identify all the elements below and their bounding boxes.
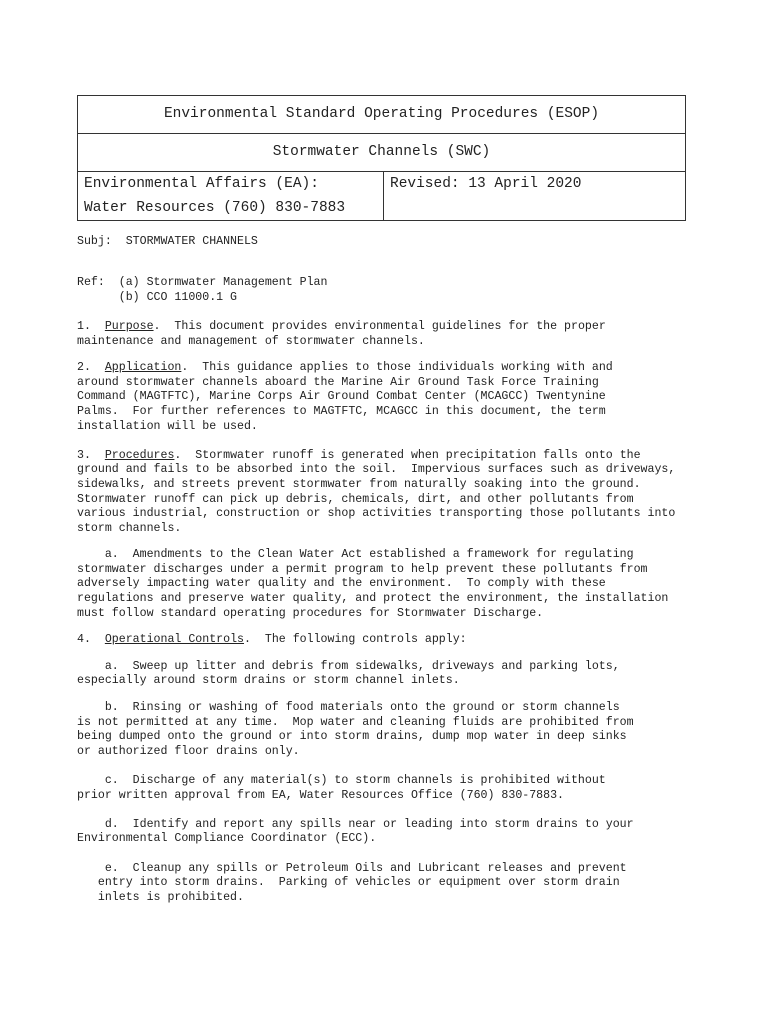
paragraph-text: installation will be used. xyxy=(77,419,258,433)
paragraph-text: maintenance and management of stormwater channels. xyxy=(77,334,425,348)
paragraph-text: Stormwater runoff can pick up debris, chemicals, dirt, and other pollutants from xyxy=(77,492,634,506)
paragraph-text: is not permitted at any time. Mop water and cleaning fluids are prohibited from xyxy=(77,715,634,729)
section-heading: Operational Controls xyxy=(104,633,244,647)
section-purpose xyxy=(77,320,697,349)
section-procedures xyxy=(77,449,697,622)
paragraph-text: Command (MAGTFTC), Marine Corps Air Ground Combat Center (MCAGCC) Twentynine xyxy=(77,390,606,404)
subparagraph-a xyxy=(77,660,697,689)
subparagraph-b xyxy=(77,701,697,759)
section-number: 1. xyxy=(77,319,105,333)
paragraph-text: regulations and preserve water quality, and protect the environment, the installation xyxy=(77,592,669,606)
paragraph-text: ground and fails to be absorbed into the soil. Impervious surfaces such as driveways, xyxy=(77,463,676,477)
office-cell xyxy=(78,172,384,221)
subject-line: Subj: STORMWATER CHANNELS xyxy=(77,235,258,248)
paragraph-text: Palms. For further references to MAGTFTC, MCAGCC in this document, the term xyxy=(77,404,606,418)
revised-date: Revised: 13 April 2020 xyxy=(390,176,582,192)
paragraph-text: c. Discharge of any material(s) to storm channels is prohibited without xyxy=(77,774,606,787)
paragraph-text: stormwater discharges under a permit program to help prevent these pollutants from xyxy=(77,562,648,576)
paragraph-text: Environmental Compliance Coordinator (ECC). xyxy=(77,832,377,846)
reference-a: Ref: (a) Stormwater Management Plan xyxy=(77,276,328,290)
paragraph-text: inlets is prohibited. xyxy=(77,890,244,904)
paragraph-text: being dumped onto the ground or into storm drains, dump mop water in deep sinks xyxy=(77,730,627,744)
document-body xyxy=(77,235,697,905)
office-line-2: Water Resources (760) 830-7883 xyxy=(84,200,346,216)
subparagraph-d xyxy=(77,818,697,847)
section-number: 3. xyxy=(77,448,105,462)
paragraph-text: around stormwater channels aboard the Marine Air Ground Task Force Training xyxy=(77,375,599,389)
paragraph-text: . This document provides environmental guidelines for the proper xyxy=(153,319,606,333)
document-subtitle: Stormwater Channels (SWC) xyxy=(78,134,685,172)
paragraph-text: or authorized floor drains only. xyxy=(77,744,300,758)
paragraph-text: . The following controls apply: xyxy=(244,633,467,647)
section-heading: Procedures xyxy=(104,448,175,462)
paragraph-text: a. Amendments to the Clean Water Act established a framework for regulating xyxy=(77,548,634,562)
section-number: 4. xyxy=(77,633,105,647)
document-title: Environmental Standard Operating Procedures (ESOP) xyxy=(78,96,685,134)
paragraph-text: d. Identify and report any spills near or leading into storm drains to your xyxy=(77,817,634,831)
paragraph-text: . Stormwater runoff is generated when precipitation falls onto the xyxy=(174,448,641,462)
header-table xyxy=(77,95,686,221)
paragraph-text: various industrial, construction or shop activities transporting those pollutants into xyxy=(77,507,676,521)
subparagraph-a xyxy=(77,548,697,621)
paragraph-text: b. Rinsing or washing of food materials onto the ground or storm channels xyxy=(77,701,620,715)
paragraph-text: prior written approval from EA, Water Resources Office (760) 830-7883. xyxy=(77,788,565,802)
section-operational-controls xyxy=(77,633,697,905)
subparagraph-e xyxy=(77,862,697,906)
paragraph-text: adversely impacting water quality and the environment. To comply with these xyxy=(77,577,606,591)
section-heading: Purpose xyxy=(104,319,154,333)
paragraph-text: e. Cleanup any spills or Petroleum Oils and Lubricant releases and prevent xyxy=(77,861,627,875)
paragraph-text: . This guidance applies to those individuals working with and xyxy=(181,361,613,375)
section-number: 2. xyxy=(77,361,105,375)
section-application xyxy=(77,361,697,434)
paragraph-text: must follow standard operating procedures for Stormwater Discharge. xyxy=(77,606,544,620)
paragraph-text: a. Sweep up litter and debris from sidewalks, driveways and parking lots, xyxy=(77,659,620,673)
paragraph-text: sidewalks, and streets prevent stormwater from naturally soaking into the ground. xyxy=(77,477,641,491)
subparagraph-c xyxy=(77,774,697,803)
paragraph-text: entry into storm drains. Parking of vehicles or equipment over storm drain xyxy=(77,876,620,890)
paragraph-text: especially around storm drains or storm channel inlets. xyxy=(77,674,460,688)
reference-b: (b) CCO 11000.1 G xyxy=(77,290,238,304)
office-line-1: Environmental Affairs (EA): xyxy=(84,176,319,192)
section-heading: Application xyxy=(104,361,182,375)
paragraph-text: storm channels. xyxy=(77,521,182,535)
